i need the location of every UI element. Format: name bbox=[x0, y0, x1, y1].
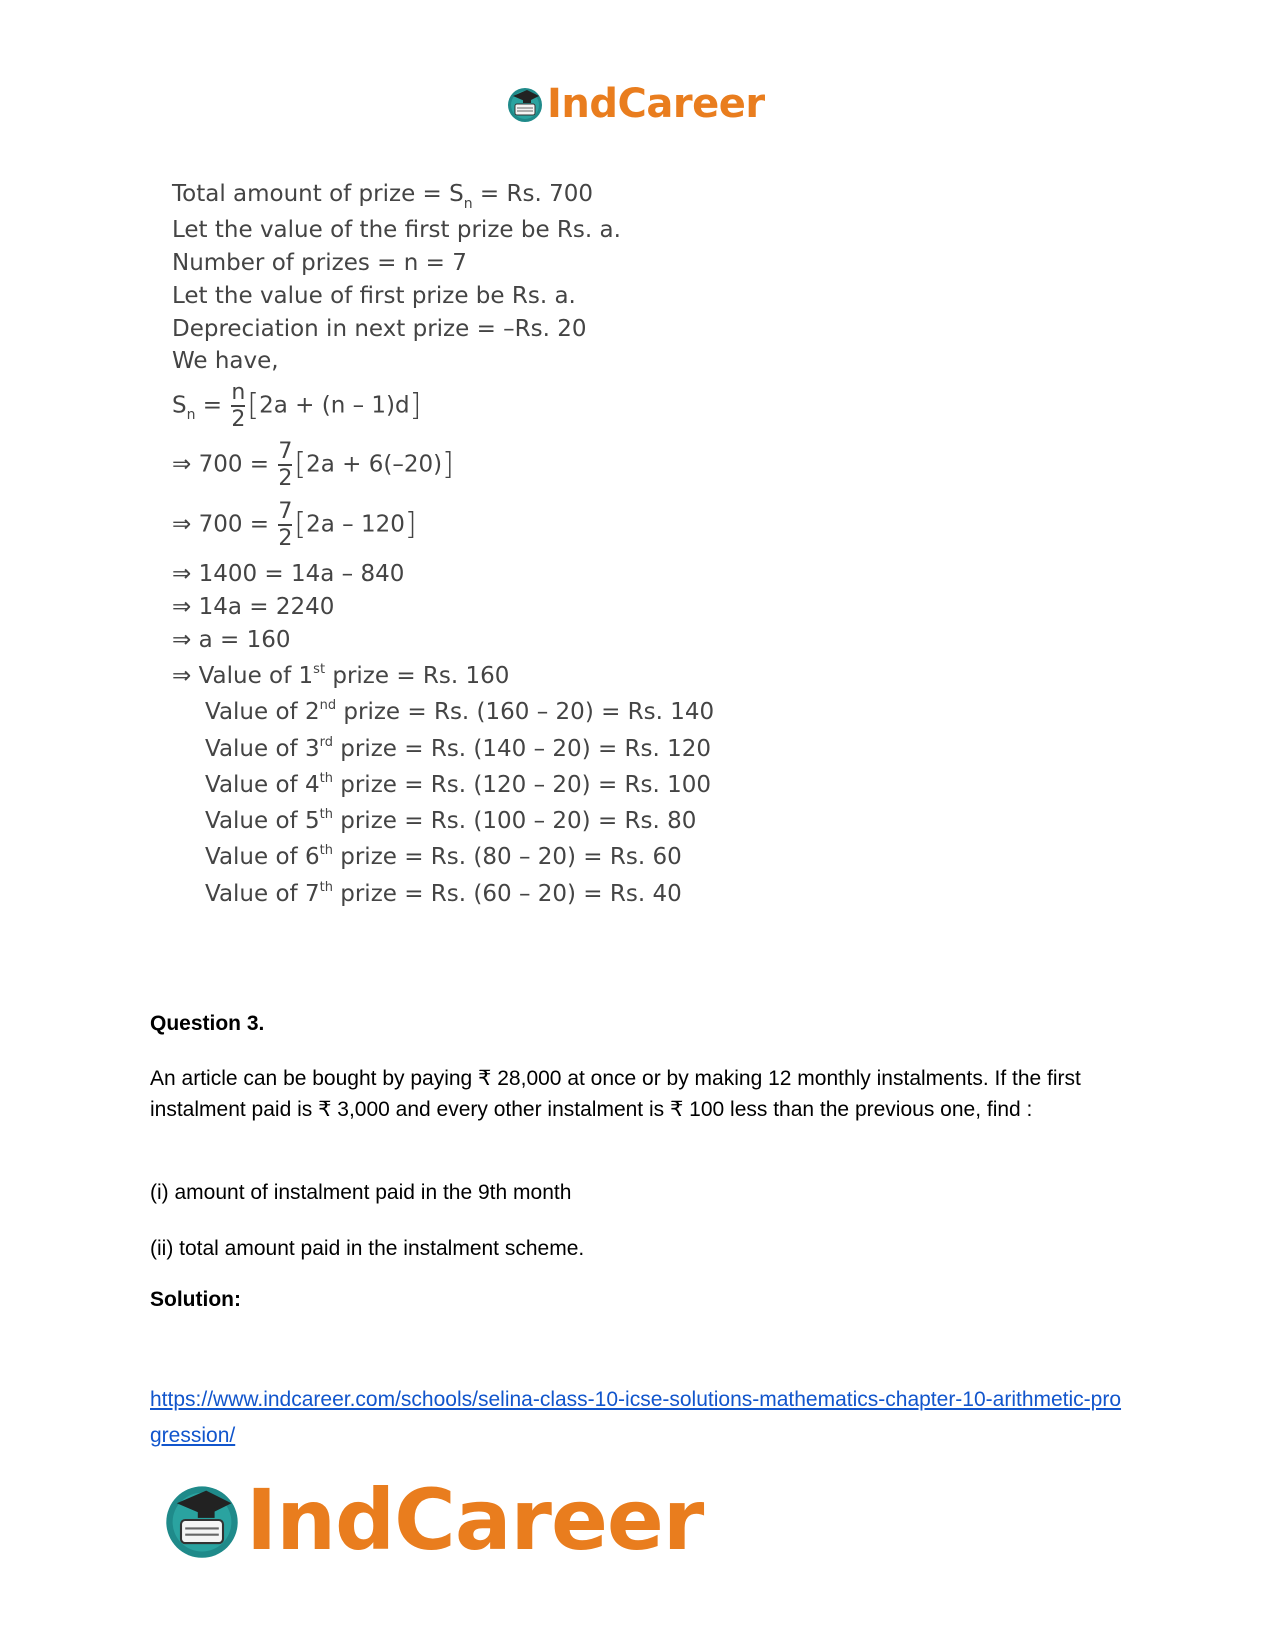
math-line: Depreciation in next prize = –Rs. 20 bbox=[172, 316, 587, 342]
math-line: ⇒ 14a = 2240 bbox=[172, 594, 335, 620]
graduation-cap-book-icon bbox=[505, 84, 545, 124]
question-text: An article can be bought by paying ₹ 28,000 at once or by making 12 monthly instalments. If the first instalment paid is ₹ 3,000 and every other instalment is ₹ 100 less than the previous one, find : bbox=[150, 1067, 1081, 1121]
question-part-1: (i) amount of instalment paid in the 9th month bbox=[150, 1181, 572, 1204]
fraction: $\frac{7}{2}$ bbox=[278, 439, 293, 491]
prize-line: Value of 6th prize = Rs. (80 – 20) = Rs. 60 bbox=[205, 843, 682, 870]
math-line: We have, bbox=[172, 348, 279, 374]
question-heading: Question 3. bbox=[150, 1012, 265, 1035]
indcareer-logo-header bbox=[505, 80, 765, 128]
math-line: Let the value of first prize be Rs. a. bbox=[172, 283, 576, 309]
math-line: ⇒ a = 160 bbox=[172, 627, 291, 653]
question-part-2: (ii) total amount paid in the instalment scheme. bbox=[150, 1237, 585, 1260]
prize-line: Value of 7th prize = Rs. (60 – 20) = Rs. 40 bbox=[205, 880, 682, 907]
logo-wordmark: IndCareer bbox=[547, 81, 765, 127]
fraction: $\frac{7}{2}$ bbox=[278, 499, 293, 551]
formula-step: ⇒ 700 = $\frac{7}{2}$ [2a – 120] bbox=[172, 499, 417, 551]
formula-sum: $S_n$ = $\frac{n}{2}$ [2a + (n – 1)d] bbox=[172, 380, 422, 432]
prize-line: Value of 3rd prize = Rs. (140 – 20) = Rs. 120 bbox=[205, 735, 712, 762]
logo-wordmark: IndCareer bbox=[246, 1471, 704, 1569]
math-line: Number of prizes = n = 7 bbox=[172, 250, 467, 276]
footer-source-link[interactable]: https://www.indcareer.com/schools/selina-class-10-icse-solutions-mathematics-chapter-10-arithmetic-progression/ bbox=[150, 1388, 1122, 1447]
prize-line: ⇒ Value of 1st prize = Rs. 160 bbox=[172, 662, 510, 689]
formula-step: ⇒ 700 = $\frac{7}{2}$ [2a + 6(–20)] bbox=[172, 439, 454, 491]
indcareer-logo-footer bbox=[160, 1471, 704, 1569]
prize-line: Value of 4th prize = Rs. (120 – 20) = Rs. 100 bbox=[205, 771, 712, 798]
graduation-cap-book-icon bbox=[160, 1478, 244, 1562]
prize-line: Value of 2nd prize = Rs. (160 – 20) = Rs. 140 bbox=[205, 698, 715, 725]
solution-label: Solution: bbox=[150, 1288, 241, 1311]
math-line: Let the value of the first prize be Rs. a. bbox=[172, 217, 621, 243]
prize-line: Value of 5th prize = Rs. (100 – 20) = Rs. 80 bbox=[205, 807, 697, 834]
fraction: $\frac{n}{2}$ bbox=[231, 380, 246, 432]
math-line: Total amount of prize = $S_n = Rs$. 700 bbox=[172, 181, 593, 212]
math-line: ⇒ 1400 = 14a – 840 bbox=[172, 561, 405, 587]
